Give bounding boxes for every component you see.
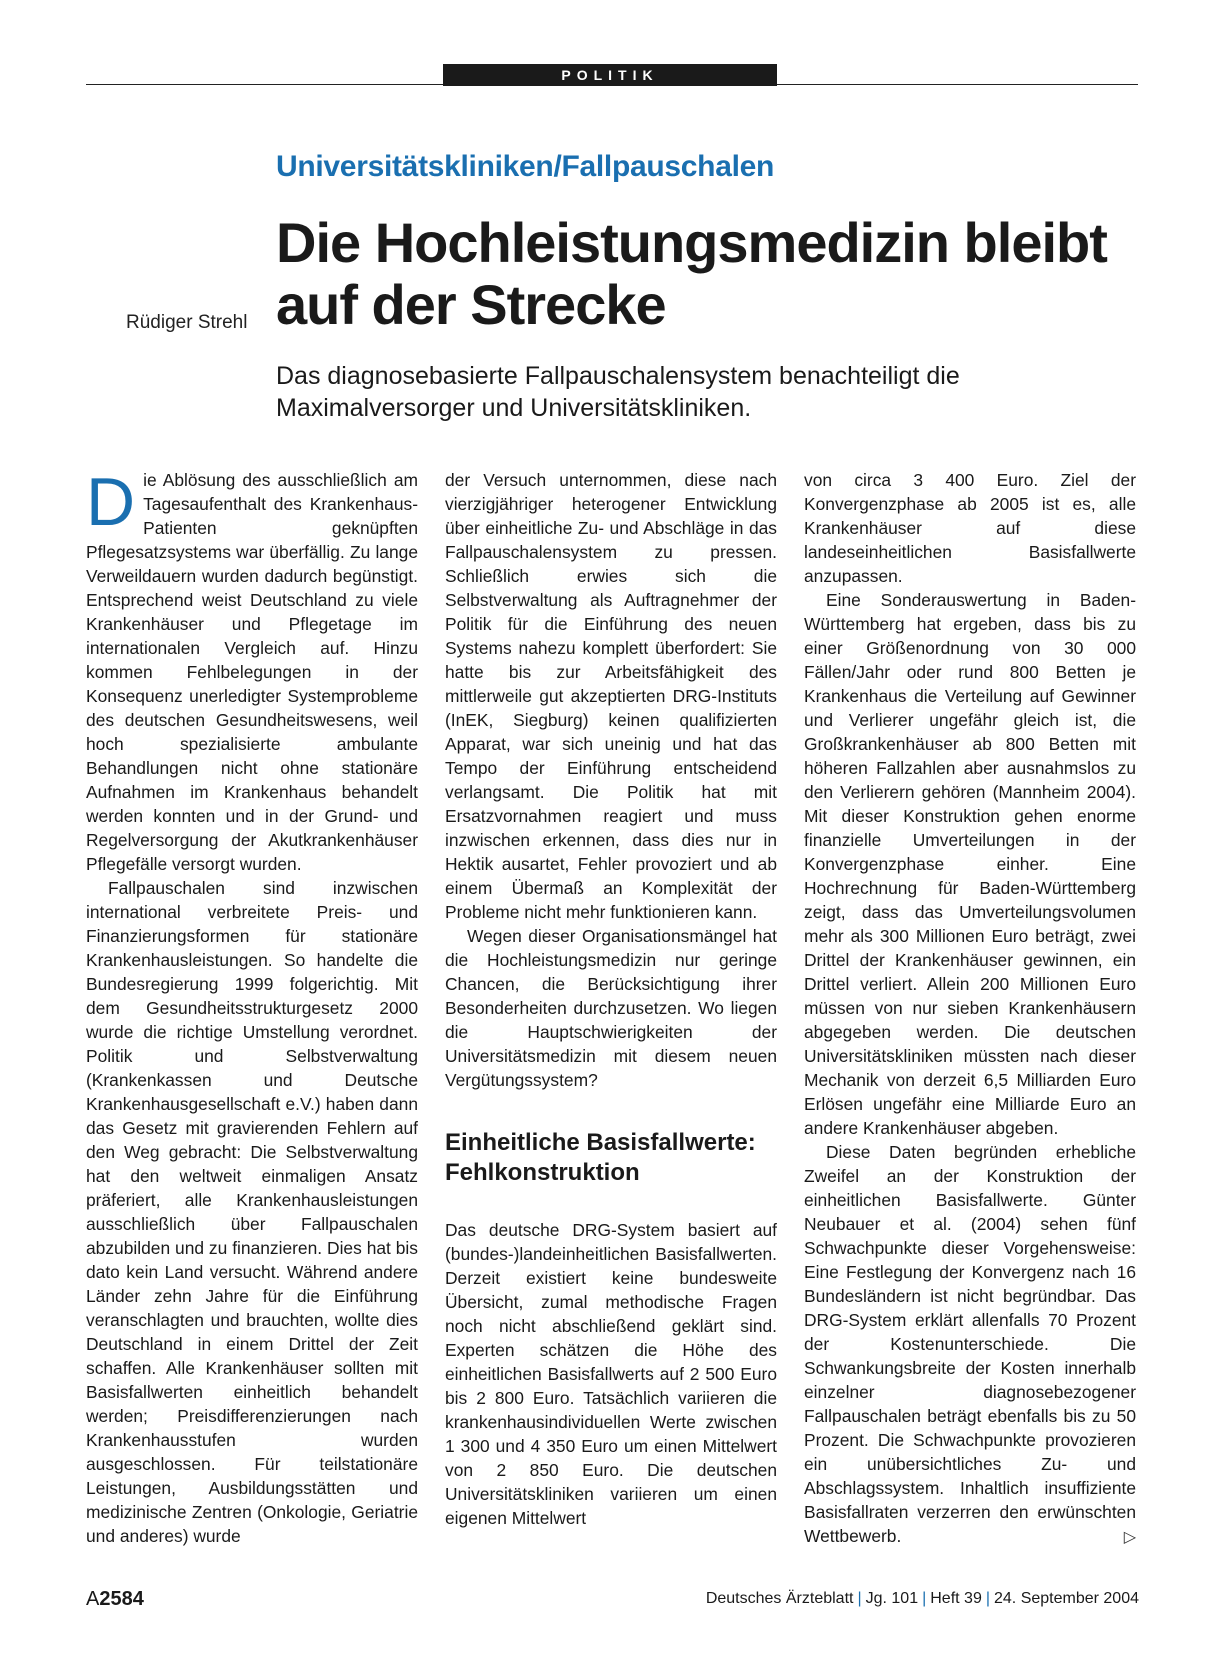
page-prefix: A [86, 1588, 100, 1610]
paragraph: Das deutsche DRG-System basiert auf (bundes-)landeinheitlichen Basisfallwerten. Derzeit existiert keine bundesweite Übersicht, zumal methodische Fragen noch nicht abschließend geklärt sind. Experten schätzen die Höhe des einheitlichen Basisfallwerts auf 2 500 Euro bis 2 800 Euro. Tatsächlich variieren die krankenhausindividuellen Werte zwischen 1 300 und 4 350 Euro um einen Mittelwert von 2 850 Euro. Die deutschen Universitätskliniken variieren um einen eigenen Mittelwert [445, 1220, 777, 1528]
paragraph: Fallpauschalen sind inzwischen international verbreitete Preis- und Finanzierungsformen für stationäre Krankenhausleistungen. So handelte die Bundesregierung 1999 folgerichtig. Mit dem Gesundheitsstrukturgesetz 2000 wurde die richtige Umstellung verordnet. Politik und Selbstverwaltung (Krankenkassen und Deutsche Krankenhausgesellschaft e.V.) haben dann das Gesetz mit gravierenden Fehlern auf den Weg gebracht: Die Selbstverwaltung hat den weltweit einmaligen Ansatz präferiert, alle Krankenhausleistungen ausschließlich über Fallpauschalen abzubilden und zu finanzieren. Dies hat bis dato kein Land versucht. Während andere Länder zehn Jahre für die Einführung veranschlagten und brauchten, wollte dies Deutschland in einem Drittel der Zeit schaffen. Alle Krankenhäuser sollten mit Basisfallwerten einheitlich behandelt werden; Preisdifferenzierungen nach Krankenhausstufen wurden ausgeschlossen. Für teilstationäre Leistungen, Ausbildungsstätten und medizinische Zentren (Onkologie, Geriatrie und anderes) wurde [86, 878, 418, 1546]
section-subtitle: Einheitliche Basisfallwerte: Fehlkonstruktion [445, 1129, 756, 1186]
separator: | [922, 1590, 927, 1607]
paragraph [804, 1140, 1136, 1548]
journal-issue: Heft 39 [930, 1590, 982, 1607]
paragraph: Eine Sonderauswertung in Baden-Württemberg hat ergeben, dass bis zu einer Größenordnung von 30 000 Fällen/Jahr oder rund 800 Betten je Krankenhaus die Verteilung auf Gewinner und Verlierer ungefähr gleich ist, die Großkrankenhäuser ab 800 Betten mit höheren Fallzahlen aber ausnahmslos zu den Verlierern gehören (Mannheim 2004). Mit dieser Konstruktion gehen enorme finanzielle Umverteilungen in der Konvergenzphase einher. Eine Hochrechnung für Baden-Württemberg zeigt, dass das Umverteilungsvolumen mehr als 300 Millionen Euro beträgt, zwei Drittel der Krankenhäuser gewinnen, ein Drittel verliert. Allein 200 Millionen Euro müssen von nur sieben Krankenhäusern abgegeben werden. Die deutschen Universitätskliniken müssten nach dieser Mechanik von derzeit 6,5 Milliarden Euro Erlösen ungefähr eine Milliarde Euro an andere Krankenhäuser abgeben. [804, 590, 1136, 1138]
paragraph: der Versuch unternommen, diese nach vierzigjähriger heterogener Entwicklung über einheitliche Zu- und Abschläge in das Fallpauschalensystem zu pressen. Schließlich erwies sich die Selbstverwaltung als Auftragnehmer der Politik für die Einführung des neuen Systems nahezu komplett überfordert: Sie hatte bis zur Arbeitsfähigkeit des mittlerweile gut akzeptierten DRG-Instituts (InEK, Siegburg) keinen qualifizierten Apparat, war sich uneinig und hat das Tempo der Einführung entscheidend verlangsamt. Die Politik hat mit Ersatzvornahmen reagiert und muss inzwischen erkennen, dass dies nur in Hektik ausartet, Fehler provoziert und ab einem Übermaß an Komplexität der Probleme nicht mehr funktionieren kann. [445, 470, 777, 922]
article-author: Rüdiger Strehl [126, 312, 248, 333]
paragraph: von circa 3 400 Euro. Ziel der Konvergenzphase ab 2005 ist es, alle Krankenhäuser auf diese landeseinheitlichen Basisfallwerte anzupassen. [804, 470, 1136, 586]
paragraph-text: ie Ablösung des ausschließlich am Tagesaufenthalt des Krankenhaus-Patienten geknüpften Pflegesatzsystems war überfällig. Zu lange Verweildauern wurden dadurch begünstigt. Entsprechend weist Deutschland zu viele Krankenhäuser und Pflegetage im internationalen Vergleich auf. Hinzu kommen Fehlbelegungen in der Konsequenz unerledigter Systemprobleme des deutschen Gesundheitswesens, weil hoch spezialisierte ambulante Behandlungen nicht ohne stationäre Aufnahmen im Krankenhaus behandelt werden konnten und in der Grund- und Regelversorgung der Akutkrankenhäuser Pflegefälle versorgt wurden. [86, 470, 418, 874]
paragraph [86, 464, 418, 876]
article-subhead: Das diagnosebasierte Fallpauschalensystem benachteiligt die Maximalversorger und Universitätskliniken. [276, 362, 960, 422]
journal-volume: Jg. 101 [865, 1590, 919, 1607]
paragraph-text: Diese Daten begründen erhebliche Zweifel an der Konstruktion der einheitlichen Basisfallwerte. Günter Neubauer et al. (2004) sehen fünf Schwachpunkte dieser Vorgehensweise: Eine Festlegung der Konvergenz nach 16 Bundesländern ist nicht begründbar. Das DRG-System erklärt allenfalls 70 Prozent der Kostenunterschiede. Die Schwankungsbreite der Kosten innerhalb einzelner diagnosebezogener Fallpauschalen beträgt ebenfalls bis zu 50 Prozent. Die Schwachpunkte provozieren ein unübersichtliches Zu- und Abschlagssystem. Inhaltlich insuffiziente Basisfallraten verzerren den erwünschten Wettbewerb. [804, 1142, 1136, 1546]
journal-info [706, 1590, 1139, 1608]
paragraph: Wegen dieser Organisationsmängel hat die Hochleistungsmedizin nur geringe Chancen, die Berücksichtigung ihrer Besonderheiten durchzusetzen. Wo liegen die Hauptschwierigkeiten der Universitätsmedizin mit diesem neuen Vergütungssystem? [445, 926, 777, 1090]
separator: | [985, 1590, 990, 1607]
page-number-value: 2584 [99, 1588, 144, 1610]
text-column-1 [86, 464, 418, 1548]
continue-arrow-icon: ▷ [1123, 1529, 1136, 1546]
text-column-2 [445, 468, 777, 1530]
drop-cap: D [86, 464, 136, 540]
separator: | [857, 1590, 862, 1607]
article-headline: Die Hochleistungsmedizin bleibt auf der Strecke [276, 211, 1107, 336]
section-tag: POLITIK [443, 64, 777, 86]
article-kicker: Universitätskliniken/Fallpauschalen [276, 150, 775, 183]
journal-name: Deutsches Ärzteblatt [705, 1590, 854, 1607]
text-column-3 [804, 468, 1136, 1550]
page-number [86, 1588, 144, 1611]
journal-date: 24. September 2004 [994, 1590, 1139, 1607]
